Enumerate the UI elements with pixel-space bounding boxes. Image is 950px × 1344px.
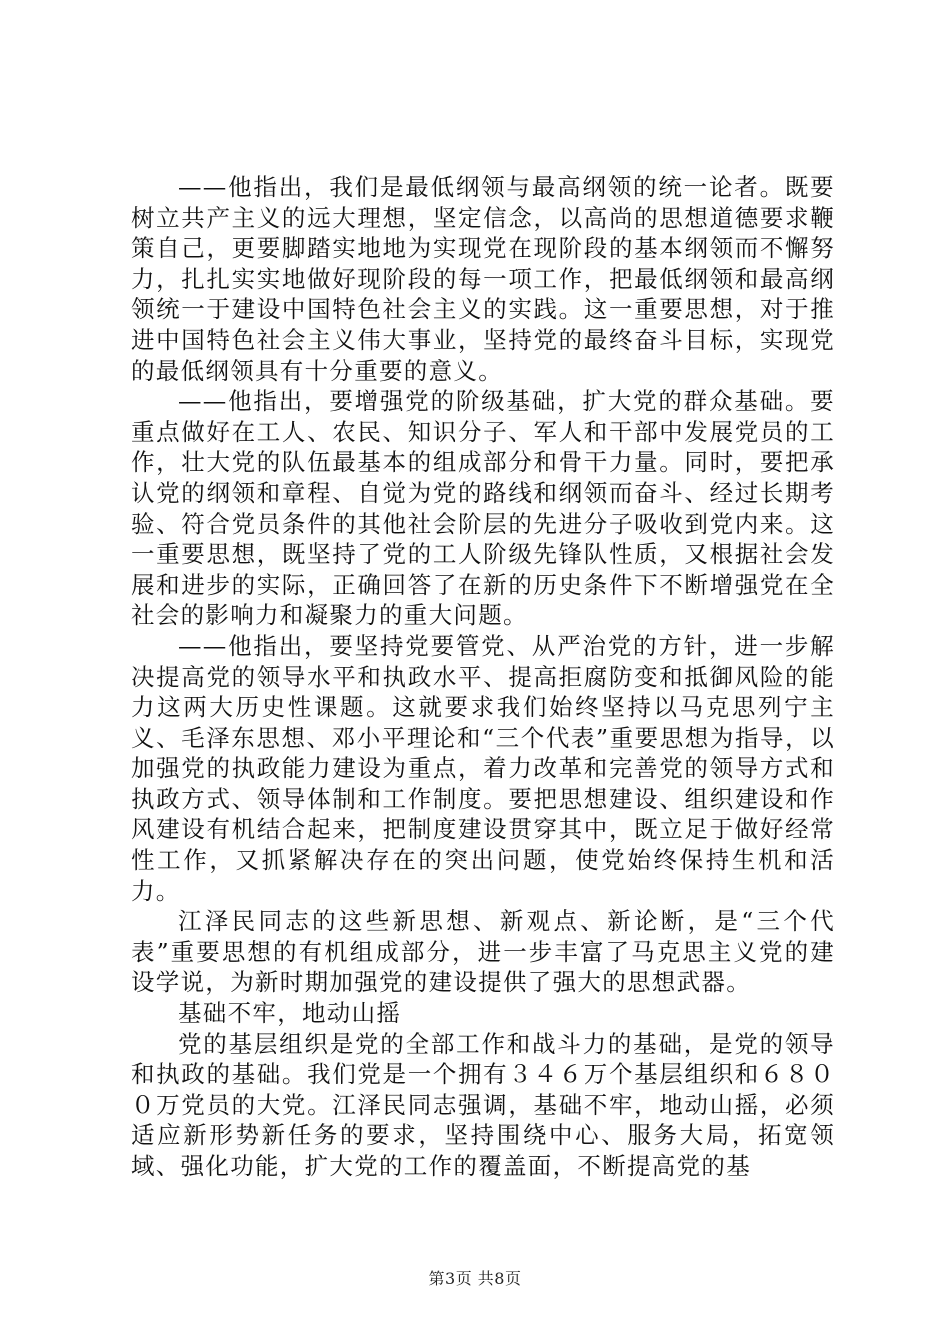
paragraph-class-foundation: ——他指出，要增强党的阶级基础，扩大党的群众基础。要重点做好在工人、农民、知识分子、军人和干部中发展党员的工作，壮大党的队伍最基本的组成部分和骨干力量。同时，要把承认党的纲领和章程、自觉为党的路线和纲领而奋斗、经过长期考验、符合党员条件的其他社会阶层的先进分子吸收到党内来。这一重要思想，既坚持了党的工人阶级先锋队性质，又根据社会发展和进步的实际，正确回答了在新的历史条件下不断增强党在全社会的影响力和凝聚力的重大问题。 — [131, 387, 835, 630]
paragraph-grassroots-organization: 党的基层组织是党的全部工作和战斗力的基础，是党的领导和执政的基础。我们党是一个拥有３４６万个基层组织和６８００万党员的大党。江泽民同志强调，基础不牢，地动山摇，必须适应新形势新任务的要求，坚持围绕中心、服务大局，拓宽领域、强化功能，扩大党的工作的覆盖面，不断提高党的基 — [131, 1029, 835, 1180]
section-heading: 基础不牢，地动山摇 — [178, 999, 402, 1028]
paragraph-minimum-maximum-program: ——他指出，我们是最低纲领与最高纲领的统一论者。既要树立共产主义的远大理想，坚定信念，以高尚的思想道德要求鞭策自己，更要脚踏实地地为实现党在现阶段的基本纲领而不懈努力，扎扎实实地做好现阶段的每一项工作，把最低纲领和最高纲领统一于建设中国特色社会主义的实践。这一重要思想，对于推进中国特色社会主义伟大事业，坚持党的最终奋斗目标，实现党的最低纲领具有十分重要的意义。 — [131, 173, 835, 385]
page-number-footer: 第3页 共8页 — [428, 1269, 522, 1288]
paragraph-summary: 江泽民同志的这些新思想、新观点、新论断，是“三个代表”重要思想的有机组成部分，进一步丰富了马克思主义党的建设学说，为新时期加强党的建设提供了强大的思想武器。 — [131, 907, 835, 997]
document-body — [131, 172, 835, 1182]
paragraph-party-discipline: ——他指出，要坚持党要管党、从严治党的方针，进一步解决提高党的领导水平和执政水平、提高拒腐防变和抵御风险的能力这两大历史性课题。这就要求我们始终坚持以马克思列宁主义、毛泽东思想、邓小平理论和“三个代表”重要思想为指导，以加强党的执政能力建设为重点，着力改革和完善党的领导方式和执政方式、领导体制和工作制度。要把思想建设、组织建设和作风建设有机结合起来，把制度建设贯穿其中，既立足于做好经常性工作，又抓紧解决存在的突出问题，使党始终保持生机和活力。 — [131, 631, 835, 905]
